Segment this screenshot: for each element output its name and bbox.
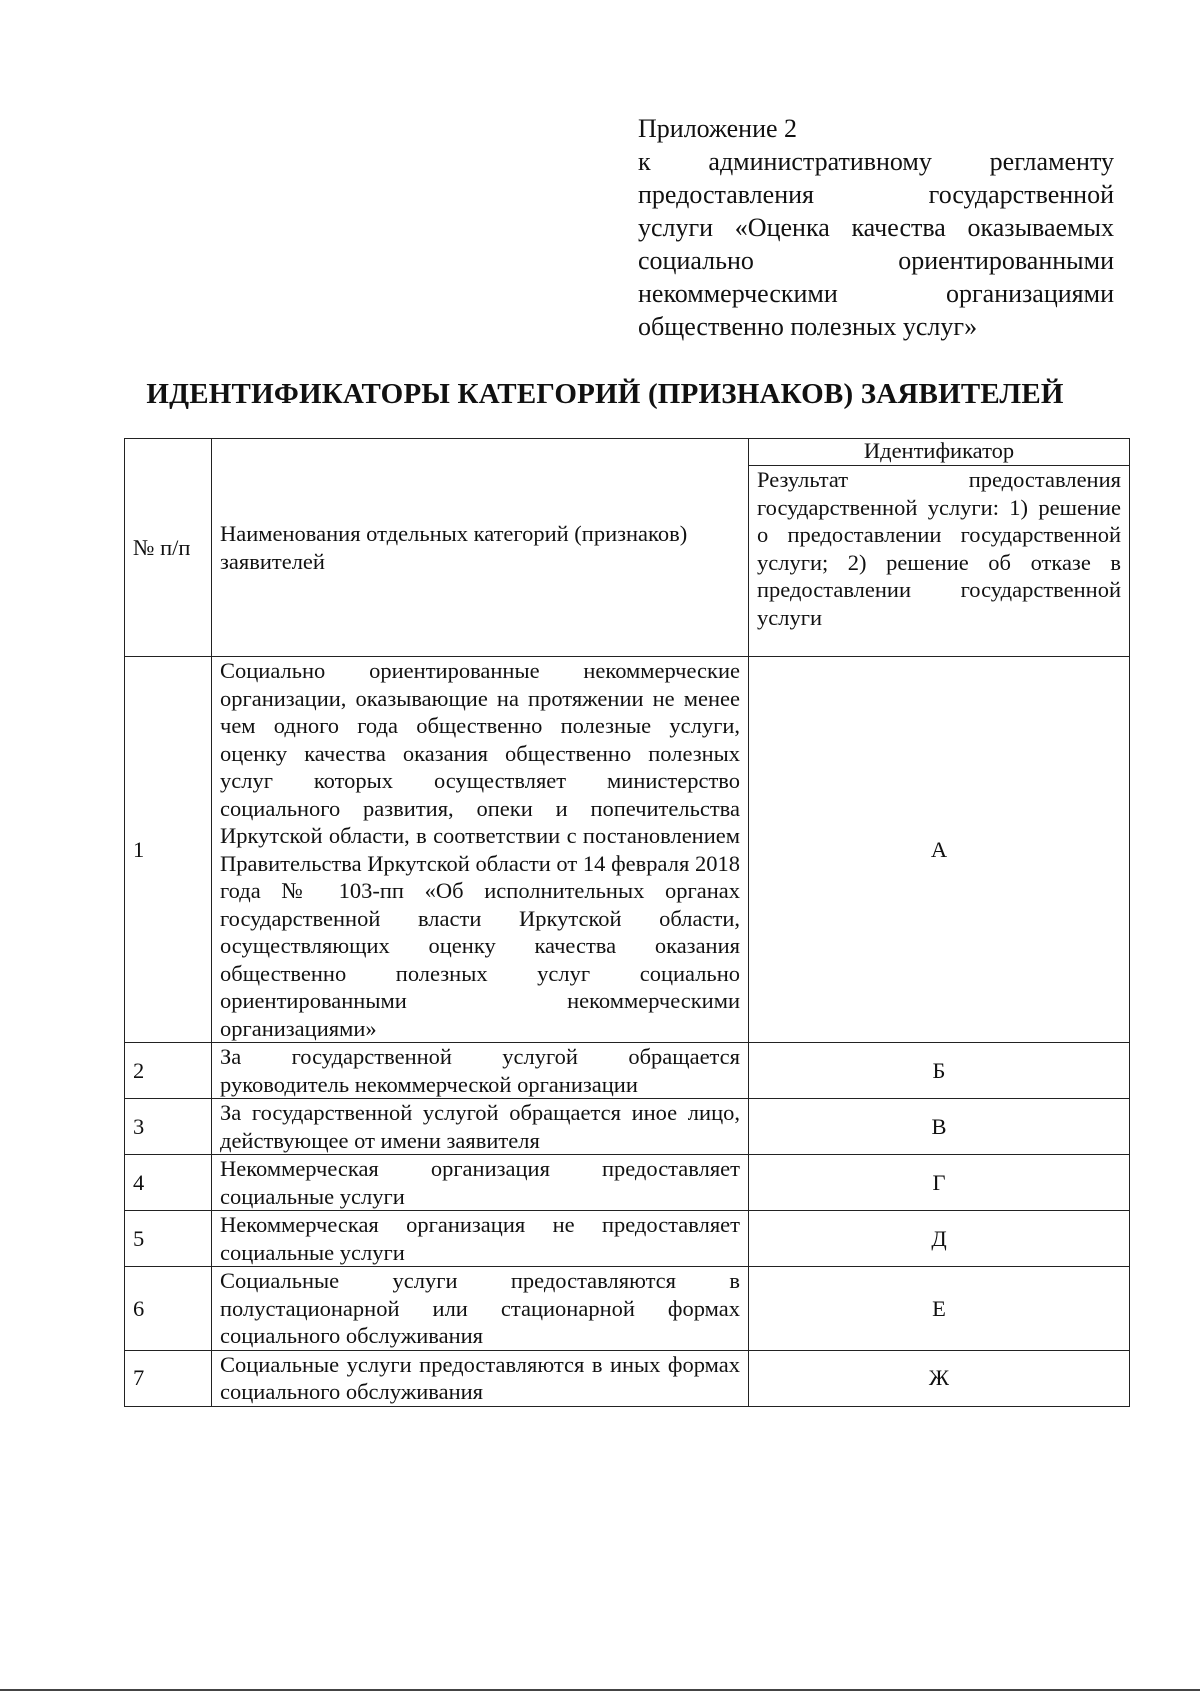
table-row: [125, 1267, 1130, 1351]
header-name: Наименования отдельных категорий (признаков) заявителей: [212, 439, 749, 657]
row-num: 6: [125, 1267, 212, 1351]
appendix-block: [638, 112, 1114, 343]
row-identifier: Д: [749, 1211, 1130, 1267]
row-identifier: Ж: [749, 1350, 1130, 1406]
table-row: [125, 1350, 1130, 1406]
appendix-line: социально ориентированными: [638, 246, 1114, 275]
row-num: 5: [125, 1211, 212, 1267]
table-row: [125, 1211, 1130, 1267]
document-title: ИДЕНТИФИКАТОРЫ КАТЕГОРИЙ (ПРИЗНАКОВ) ЗАЯВИТЕЛЕЙ: [146, 378, 1064, 410]
row-identifier: А: [749, 657, 1130, 1043]
header-identifier: Идентификатор: [749, 439, 1130, 466]
table-row: [125, 1099, 1130, 1155]
row-name: Социально ориентированные некоммерческие организации, оказывающие на протяжении не менее чем одного года общественно полезные услуги, оценку качества оказания общественно полезных услуг которых осуществляет министерство социального развития, опеки и попечительства Иркутской области, в соответствии с постановлением Правительства Иркутской области от 14 февраля 2018 года № 103-пп «Об исполнительных органах государственной власти Иркутской области, осуществляющих оценку качества оказания общественно полезных услуг социально ориентированными некоммерческими организациями»: [212, 657, 749, 1043]
table-header-row: [125, 439, 1130, 466]
scan-edge-line: [0, 1689, 1200, 1691]
table-row: [125, 657, 1130, 1043]
row-identifier: Г: [749, 1155, 1130, 1211]
row-name: За государственной услугой обращается руководитель некоммерческой организации: [212, 1043, 749, 1099]
row-name: Некоммерческая организация предоставляет социальные услуги: [212, 1155, 749, 1211]
row-num: 1: [125, 657, 212, 1043]
header-num: № п/п: [125, 439, 212, 657]
table-row: [125, 1043, 1130, 1099]
appendix-line: общественно полезных услуг»: [638, 312, 978, 341]
appendix-line: предоставления государственной: [638, 180, 1114, 209]
table-row: [125, 1155, 1130, 1211]
row-identifier: Б: [749, 1043, 1130, 1099]
row-name: За государственной услугой обращается иное лицо, действующее от имени заявителя: [212, 1099, 749, 1155]
row-identifier: В: [749, 1099, 1130, 1155]
row-num: 2: [125, 1043, 212, 1099]
appendix-line: к административному регламенту: [638, 147, 1114, 176]
row-name: Социальные услуги предоставляются в полустационарной или стационарной формах социального обслуживания: [212, 1267, 749, 1351]
appendix-line: Приложение 2: [638, 114, 798, 143]
row-name: Социальные услуги предоставляются в иных формах социального обслуживания: [212, 1350, 749, 1406]
row-num: 4: [125, 1155, 212, 1211]
row-identifier: Е: [749, 1267, 1130, 1351]
appendix-line: услуги «Оценка качества оказываемых: [638, 213, 1114, 242]
identifiers-table: [124, 438, 1130, 1407]
header-result: Результат предоставления государственной услуги: 1) решение о предоставлении государственной услуги; 2) решение об отказе в предоставлении государственной услуги: [749, 466, 1130, 657]
row-num: 3: [125, 1099, 212, 1155]
row-name: Некоммерческая организация не предоставляет социальные услуги: [212, 1211, 749, 1267]
row-num: 7: [125, 1350, 212, 1406]
appendix-line: некоммерческими организациями: [638, 279, 1114, 308]
